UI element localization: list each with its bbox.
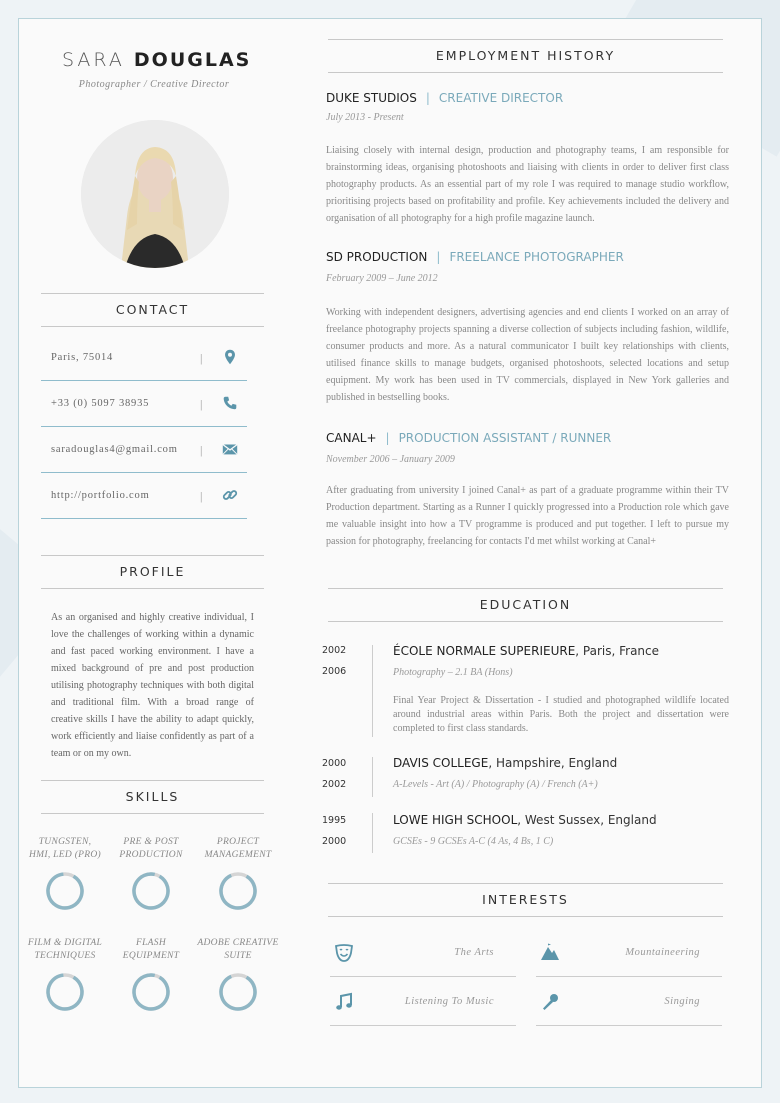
interest-label: The Arts <box>454 947 494 958</box>
school-location: , Paris, France <box>575 644 660 658</box>
skill-label <box>20 836 110 866</box>
mountain-icon <box>540 943 560 963</box>
skill-ring-fill <box>130 870 172 912</box>
skill-label-line: ADOBE CREATIVE <box>197 938 279 948</box>
company-name: DUKE STUDIOS <box>326 91 417 105</box>
skill-level-ring <box>217 971 259 1013</box>
phone-text[interactable]: +33 (0) 5097 38935 <box>51 398 150 409</box>
job-dates: November 2006 – January 2009 <box>326 454 455 465</box>
skill-ring-fill <box>130 971 172 1013</box>
job-dates: February 2009 – June 2012 <box>326 273 438 284</box>
contact-section-title: CONTACT <box>41 293 264 327</box>
job-role: PRODUCTION ASSISTANT / RUNNER <box>398 431 612 445</box>
skill-label-line: PROJECT <box>216 837 260 847</box>
school-location: , Hampshire, England <box>488 756 618 770</box>
separator: | <box>425 91 430 105</box>
skill-label-line: EQUIPMENT <box>122 951 180 961</box>
skill-item <box>193 836 283 912</box>
job-heading <box>326 431 611 445</box>
skill-ring-fill <box>217 971 259 1013</box>
skill-level-ring <box>130 870 172 912</box>
interest-item <box>330 978 516 1026</box>
separator: | <box>200 443 203 457</box>
microphone-icon <box>540 992 560 1012</box>
separator: | <box>436 250 441 264</box>
interest-label: Mountaineering <box>625 947 700 958</box>
skill-label-line: PRODUCTION <box>119 850 183 860</box>
link-icon <box>221 486 239 504</box>
skill-label-line: HMI, LED (PRO) <box>28 850 101 860</box>
website-link[interactable]: http://portfolio.com <box>51 490 150 501</box>
job-description: Liaising closely with internal design, production and photography teams, I am responsible for brainstorming ideas, organising photoshoots and liaising with clients in order to deliver first class photography products. As an essential part of my role I was required to manage studio workflow, prioritising projects based on profitability and profile. Key achievements included the delivery and organisation of all photography for a high profile magazine launch. <box>326 145 729 224</box>
profile-section-title: PROFILE <box>41 555 264 589</box>
music-note-icon <box>334 992 354 1012</box>
separator: | <box>200 397 203 411</box>
timeline-divider <box>372 645 373 737</box>
company-name: SD PRODUCTION <box>326 250 428 264</box>
address-text: Paris, 75014 <box>51 352 114 363</box>
skill-label-line: TUNGSTEN, <box>38 837 92 847</box>
last-name: DOUGLAS <box>133 49 252 71</box>
skill-label-line: TECHNIQUES <box>34 951 96 961</box>
education-year-start: 2002 <box>322 645 347 656</box>
job-dates: July 2013 - Present <box>326 112 404 123</box>
school-location: , West Sussex, England <box>517 813 657 827</box>
education-section-title: EDUCATION <box>328 588 723 622</box>
separator: | <box>200 489 203 503</box>
skill-level-ring <box>217 870 259 912</box>
skill-label-line: FLASH <box>136 938 166 948</box>
email-icon <box>221 440 239 458</box>
skill-label <box>193 836 283 866</box>
school-name <box>393 756 617 770</box>
interest-label: Singing <box>664 996 700 1007</box>
skill-item <box>193 937 283 1013</box>
phone-icon <box>221 394 239 412</box>
school-title: LOWE HIGH SCHOOL <box>393 813 518 827</box>
education-year-end: 2006 <box>322 666 347 677</box>
education-description: Final Year Project & Dissertation - I studied and photographed wildlife located around industrial areas within Paris. Both the project and dissertation were completed to first class standards. <box>393 695 729 734</box>
skill-ring-fill <box>44 870 86 912</box>
contact-row-website <box>41 473 247 519</box>
job-description: After graduating from university I joined Canal+ as part of a graduate programme within their TV Production department. Starting as a Runner I quickly progressed into a Production role which gave me valuable insight into how a TV programme is produced and put together. I left to pursue my passion for photography, freelancing for contacts I'd met whilst working at Canal+ <box>326 485 729 547</box>
skill-label-line: PRE & POST <box>123 837 179 847</box>
interest-item <box>536 929 722 977</box>
skill-item <box>20 836 110 912</box>
skill-label <box>106 836 196 866</box>
skill-label <box>193 937 283 967</box>
interest-label: Listening To Music <box>404 996 494 1007</box>
job-role: FREELANCE PHOTOGRAPHER <box>449 250 624 264</box>
job-description: Working with independent designers, advertising agencies and end clients I worked on an array of freelance photography projects spanning a diverse collection of subjects including fashion, wildlife, consumer products and more. As a natural communicator I built key relationships with clients, utilised finance skills to manage budgets, organised photoshoots, selected locations and setup equipment. My work has been used in TV commercials, displayed in New York galleries and published in bestselling books. <box>326 307 729 403</box>
school-name <box>393 813 657 827</box>
education-detail: Photography – 2.1 BA (Hons) <box>393 667 513 678</box>
job-heading <box>326 250 624 264</box>
company-name: CANAL+ <box>326 431 377 445</box>
skills-section-title: SKILLS <box>41 780 264 814</box>
skill-label-line: MANAGEMENT <box>204 850 272 860</box>
education-year-start: 1995 <box>322 815 347 826</box>
skill-label-line: FILM & DIGITAL <box>27 938 103 948</box>
skill-item <box>20 937 110 1013</box>
skill-level-ring <box>130 971 172 1013</box>
skill-label-line: SUITE <box>224 951 252 961</box>
skill-level-ring <box>44 971 86 1013</box>
skill-item <box>106 836 196 912</box>
theatre-mask-icon <box>334 943 354 963</box>
email-link[interactable]: saradouglas4@gmail.com <box>51 444 178 455</box>
education-year-end: 2000 <box>322 836 347 847</box>
first-name: SARA <box>62 49 125 71</box>
employment-section-title: EMPLOYMENT HISTORY <box>328 39 723 73</box>
school-name <box>393 644 659 658</box>
school-title: ÉCOLE NORMALE SUPERIEURE <box>393 644 576 658</box>
education-detail: A-Levels - Art (A) / Photography (A) / French (A+) <box>393 779 598 790</box>
interests-section-title: INTERESTS <box>328 883 723 917</box>
candidate-name <box>62 49 252 71</box>
skill-ring-fill <box>217 870 259 912</box>
job-title-subtitle: Photographer / Creative Director <box>78 79 230 90</box>
skill-level-ring <box>44 870 86 912</box>
job-role: CREATIVE DIRECTOR <box>438 91 564 105</box>
profile-summary: As an organised and highly creative individual, I love the challenges of working within a dynamic and fast paced working environment. I have a mixed background of pre and post production utilising photography techniques with both digital and traditional film. With a broad range of creative skills I have the ability to adapt quickly, work efficiently and liaise confidently as part of a team or on my own. <box>51 612 254 759</box>
skill-item <box>106 937 196 1013</box>
avatar <box>81 120 229 268</box>
interest-item <box>330 929 516 977</box>
job-heading <box>326 91 563 105</box>
skill-label <box>106 937 196 967</box>
contact-row-phone <box>41 381 247 427</box>
contact-row-address <box>41 335 247 381</box>
separator: | <box>200 351 203 365</box>
education-year-start: 2000 <box>322 758 347 769</box>
contact-row-email <box>41 427 247 473</box>
timeline-divider <box>372 757 373 797</box>
school-title: DAVIS COLLEGE <box>393 756 489 770</box>
education-detail: GCSEs - 9 GCSEs A-C (4 As, 4 Bs, 1 C) <box>393 836 554 847</box>
separator: | <box>385 431 390 445</box>
location-pin-icon <box>221 348 239 366</box>
interest-item <box>536 978 722 1026</box>
skill-ring-fill <box>44 971 86 1013</box>
skill-label <box>20 937 110 967</box>
timeline-divider <box>372 813 373 853</box>
education-year-end: 2002 <box>322 779 347 790</box>
